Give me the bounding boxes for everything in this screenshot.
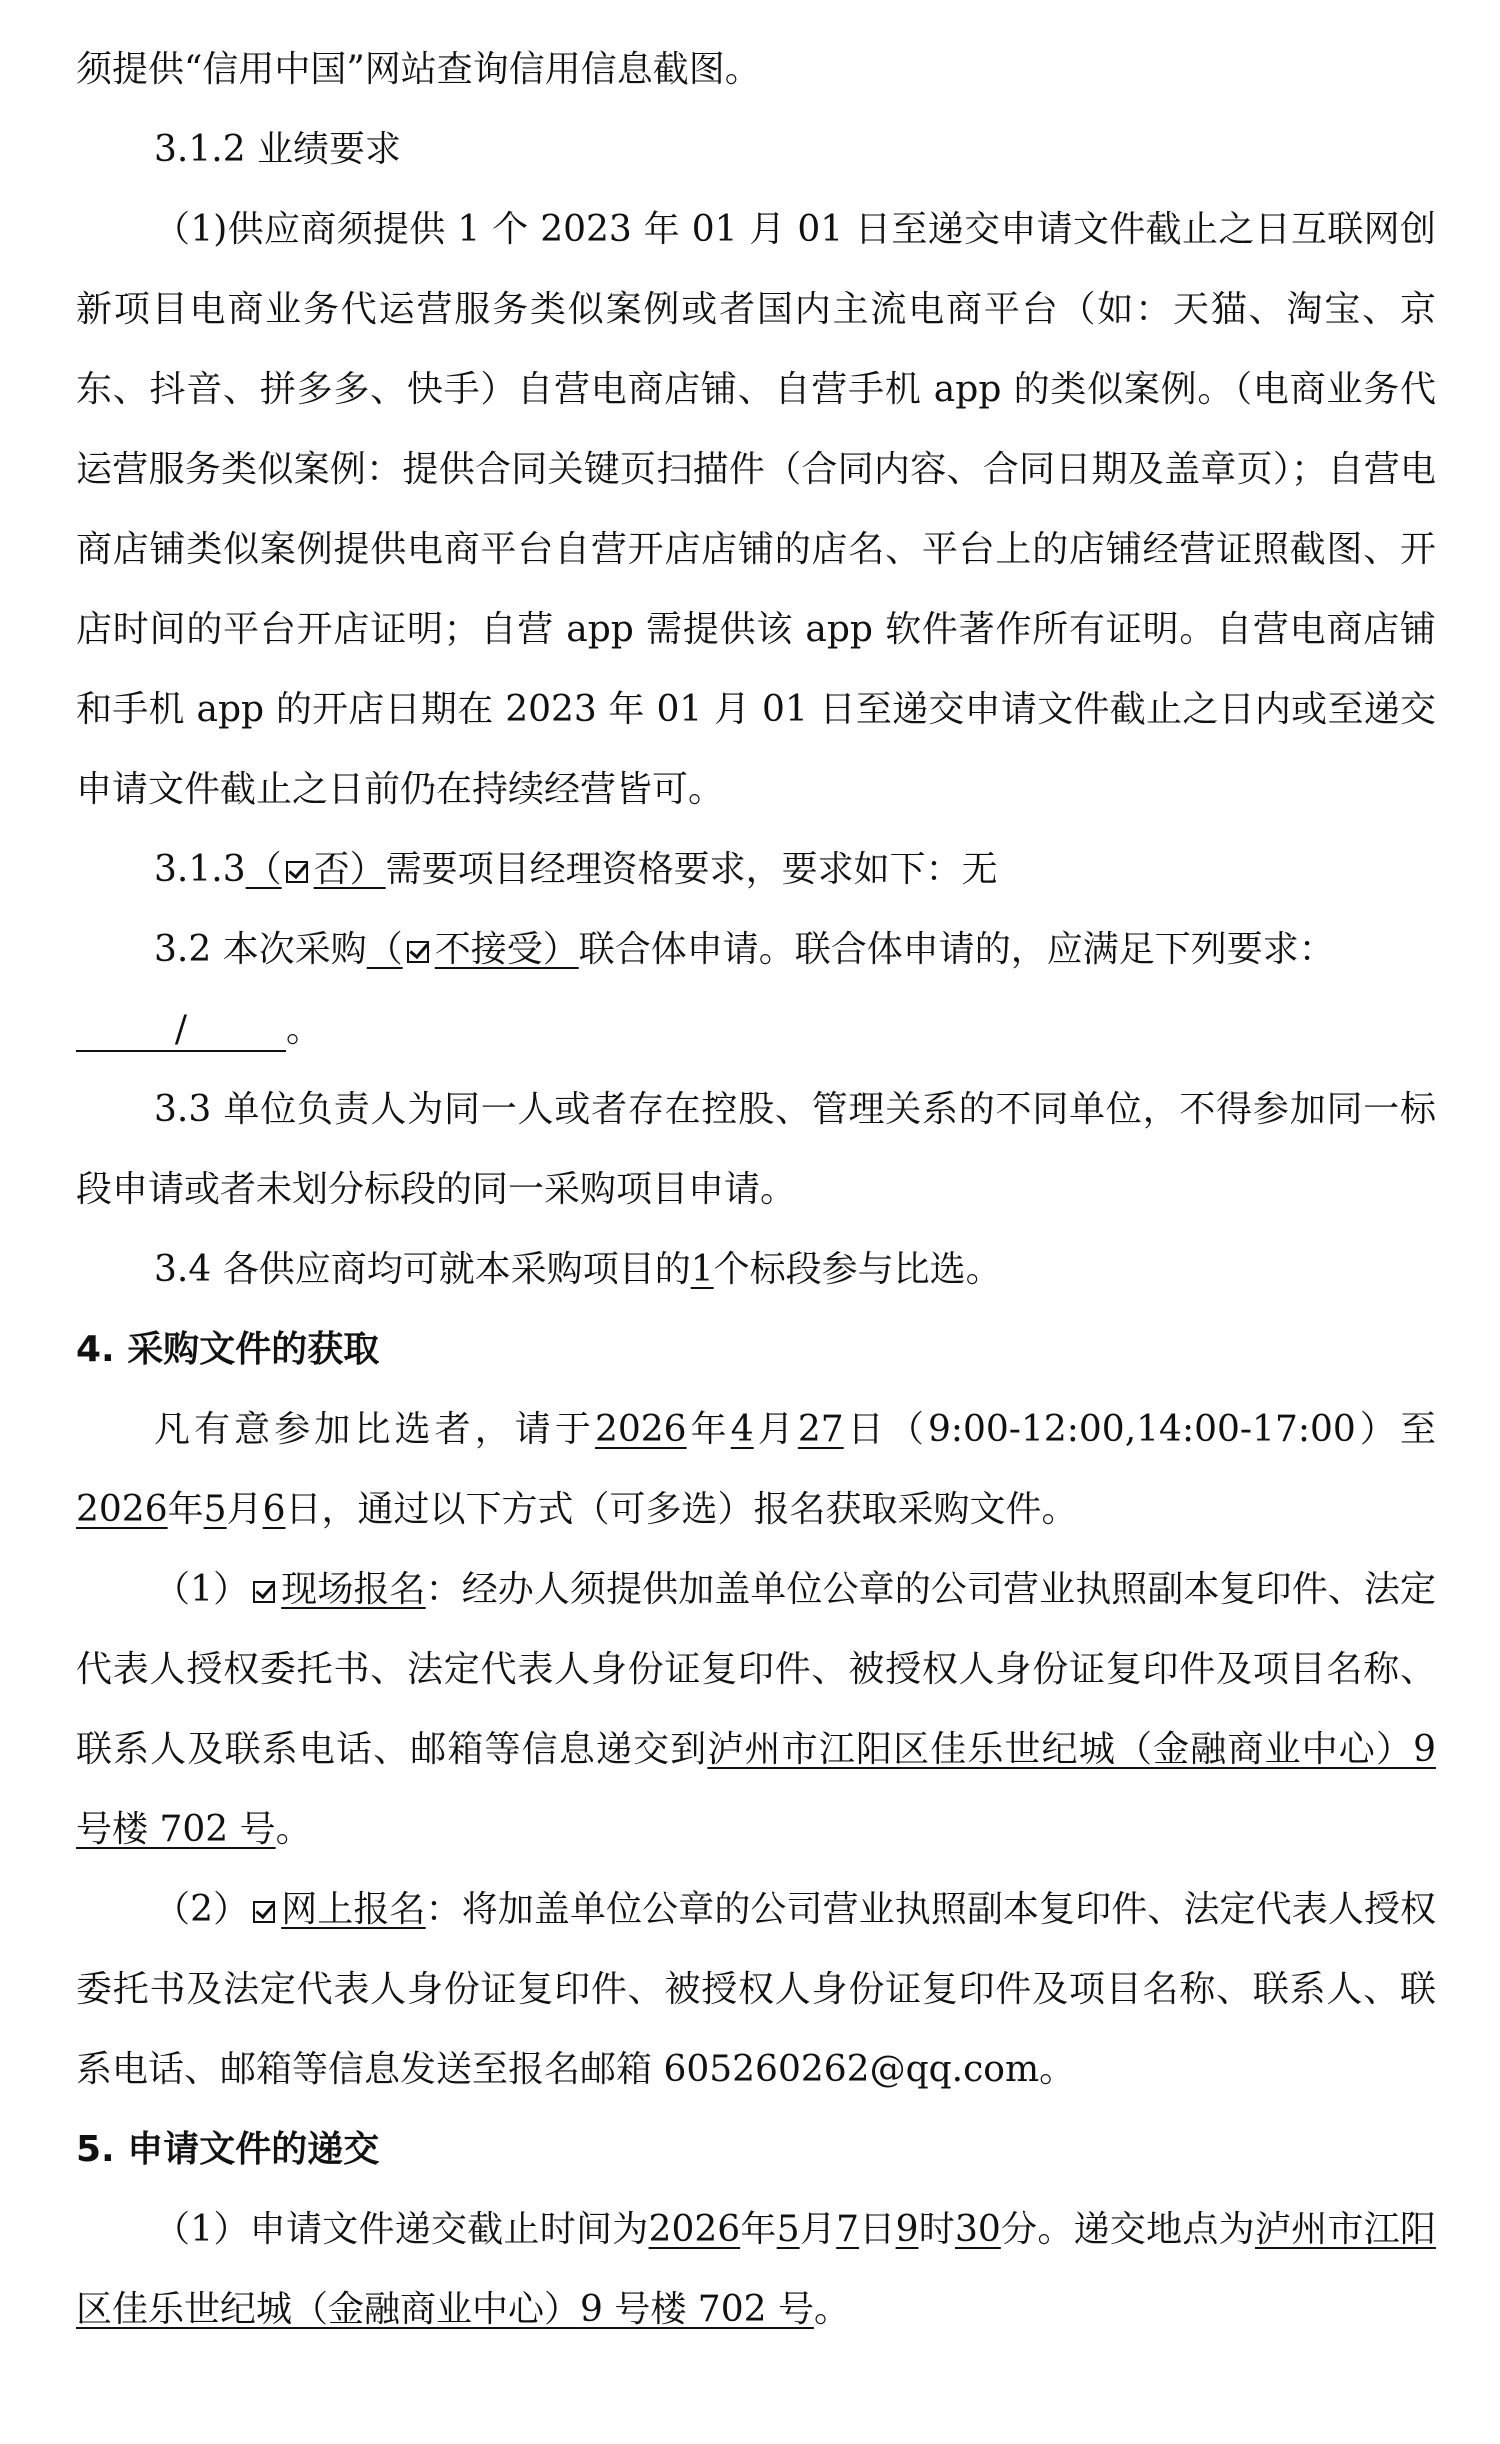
deadline-year: 2026 [648, 2209, 741, 2250]
paragraph-credit-screenshot: 须提供“信用中国”网站查询信用信息截图。 [76, 49, 761, 90]
paragraph-registration-period: 凡有意参加比选者，请于2026年4月27日（9:00-12:00,14:00-17:00）至2026年5月6日，通过以下方式（可多选）报名获取采购文件。 [76, 1409, 1436, 1530]
paragraph-online-registration: （2） 网上报名：将加盖单位公章的公司营业执照副本复印件、法定代表人授权委托书及法定代表人身份证复印件、被授权人身份证复印件及项目名称、联系人、联系电话、邮箱等信息发送至报名邮箱 605260262@qq.com。 [76, 1889, 1436, 2090]
checkbox-checked-icon [253, 1581, 275, 1603]
paragraph-performance-requirement: （1)供应商须提供 1 个 2023 年 01 月 01 日至递交申请文件截止之日互联网创新项目电商业务代运营服务类似案例或者国内主流电商平台（如：天猫、淘宝、京东、抖音、拼多多、快手）自营电商店铺、自营手机 app 的类似案例。（电商业务代运营服务类似案例：提供合同关键页扫描件（合同内容、合同日期及盖章页）；自营电商店铺类似案例提供电商平台自营开店店铺的店名、平台上的店铺经营证照截图、开店时间的平台开店证明；自营 app 需提供该 app 软件著作所有证明。自营电商店铺和手机 app 的开店日期在 2023 年 01 月 01 日至递交申请文件截止之日内或至递交申请文件截止之日前仍在持续经营皆可。 [76, 209, 1436, 810]
paragraph-3-3: 3.3 单位负责人为同一人或者存在控股、管理关系的不同单位，不得参加同一标段申请或者未划分标段的同一采购项目申请。 [76, 1089, 1436, 1210]
option-no: （ 否） [245, 849, 386, 890]
start-year: 2026 [594, 1409, 687, 1450]
fill-blank: / [76, 1010, 286, 1052]
paragraph-3-2-blank: / 。 [76, 990, 1436, 1070]
document-page [76, 30, 1436, 2350]
heading-3-1-2: 3.1.2 业绩要求 [154, 129, 402, 170]
end-month: 5 [203, 1489, 227, 1530]
paragraph-submission-deadline: （1）申请文件递交截止时间为2026年5月7日9时30分。递交地点为泸州市江阳区佳乐世纪城（金融商业中心）9 号楼 702 号。 [76, 2209, 1436, 2330]
section-number: 3.1.3 [154, 849, 246, 890]
paragraph-onsite-registration: （1） 现场报名：经办人须提供加盖单位公章的公司营业执照副本复印件、法定代表人授权委托书、法定代表人身份证复印件、被授权人身份证复印件及项目名称、联系人及联系电话、邮箱等信息递交到泸州市江阳区佳乐世纪城（金融商业中心）9 号楼 702 号。 [76, 1569, 1436, 1850]
end-year: 2026 [76, 1489, 168, 1530]
paragraph-3-1-3: 3.1.3（ 否）需要项目经理资格要求，要求如下：无 [154, 849, 998, 890]
heading-section-4: 4. 采购文件的获取 [76, 1329, 380, 1370]
onsite-registration-label: 现场报名 [249, 1569, 425, 1610]
end-day: 6 [262, 1489, 286, 1530]
paragraph-3-4: 3.4 各供应商均可就本采购项目的1个标段参与比选。 [154, 1249, 1002, 1290]
option-not-accept: （ 不接受） [366, 929, 579, 970]
online-registration-label: 网上报名 [249, 1889, 425, 1930]
deadline-minute: 30 [955, 2209, 1001, 2250]
registration-address: 泸州市江阳区佳乐世纪城（金融商业中心）9 号楼 702 号 [76, 1729, 1436, 1850]
deadline-month: 5 [776, 2209, 800, 2250]
start-month: 4 [730, 1409, 754, 1450]
submission-address: 泸州市江阳区佳乐世纪城（金融商业中心）9 号楼 702 号 [76, 2209, 1436, 2330]
checkbox-checked-icon [407, 941, 429, 963]
checkbox-checked-icon [253, 1901, 275, 1923]
start-day: 27 [797, 1409, 844, 1450]
paragraph-3-2: 3.2 本次采购（ 不接受）联合体申请。联合体申请的，应满足下列要求： [154, 929, 1335, 970]
deadline-hour: 9 [895, 2209, 919, 2250]
deadline-day: 7 [836, 2209, 860, 2250]
checkbox-checked-icon [286, 861, 308, 883]
segment-count: 1 [690, 1249, 714, 1290]
heading-section-5: 5. 申请文件的递交 [76, 2129, 380, 2170]
